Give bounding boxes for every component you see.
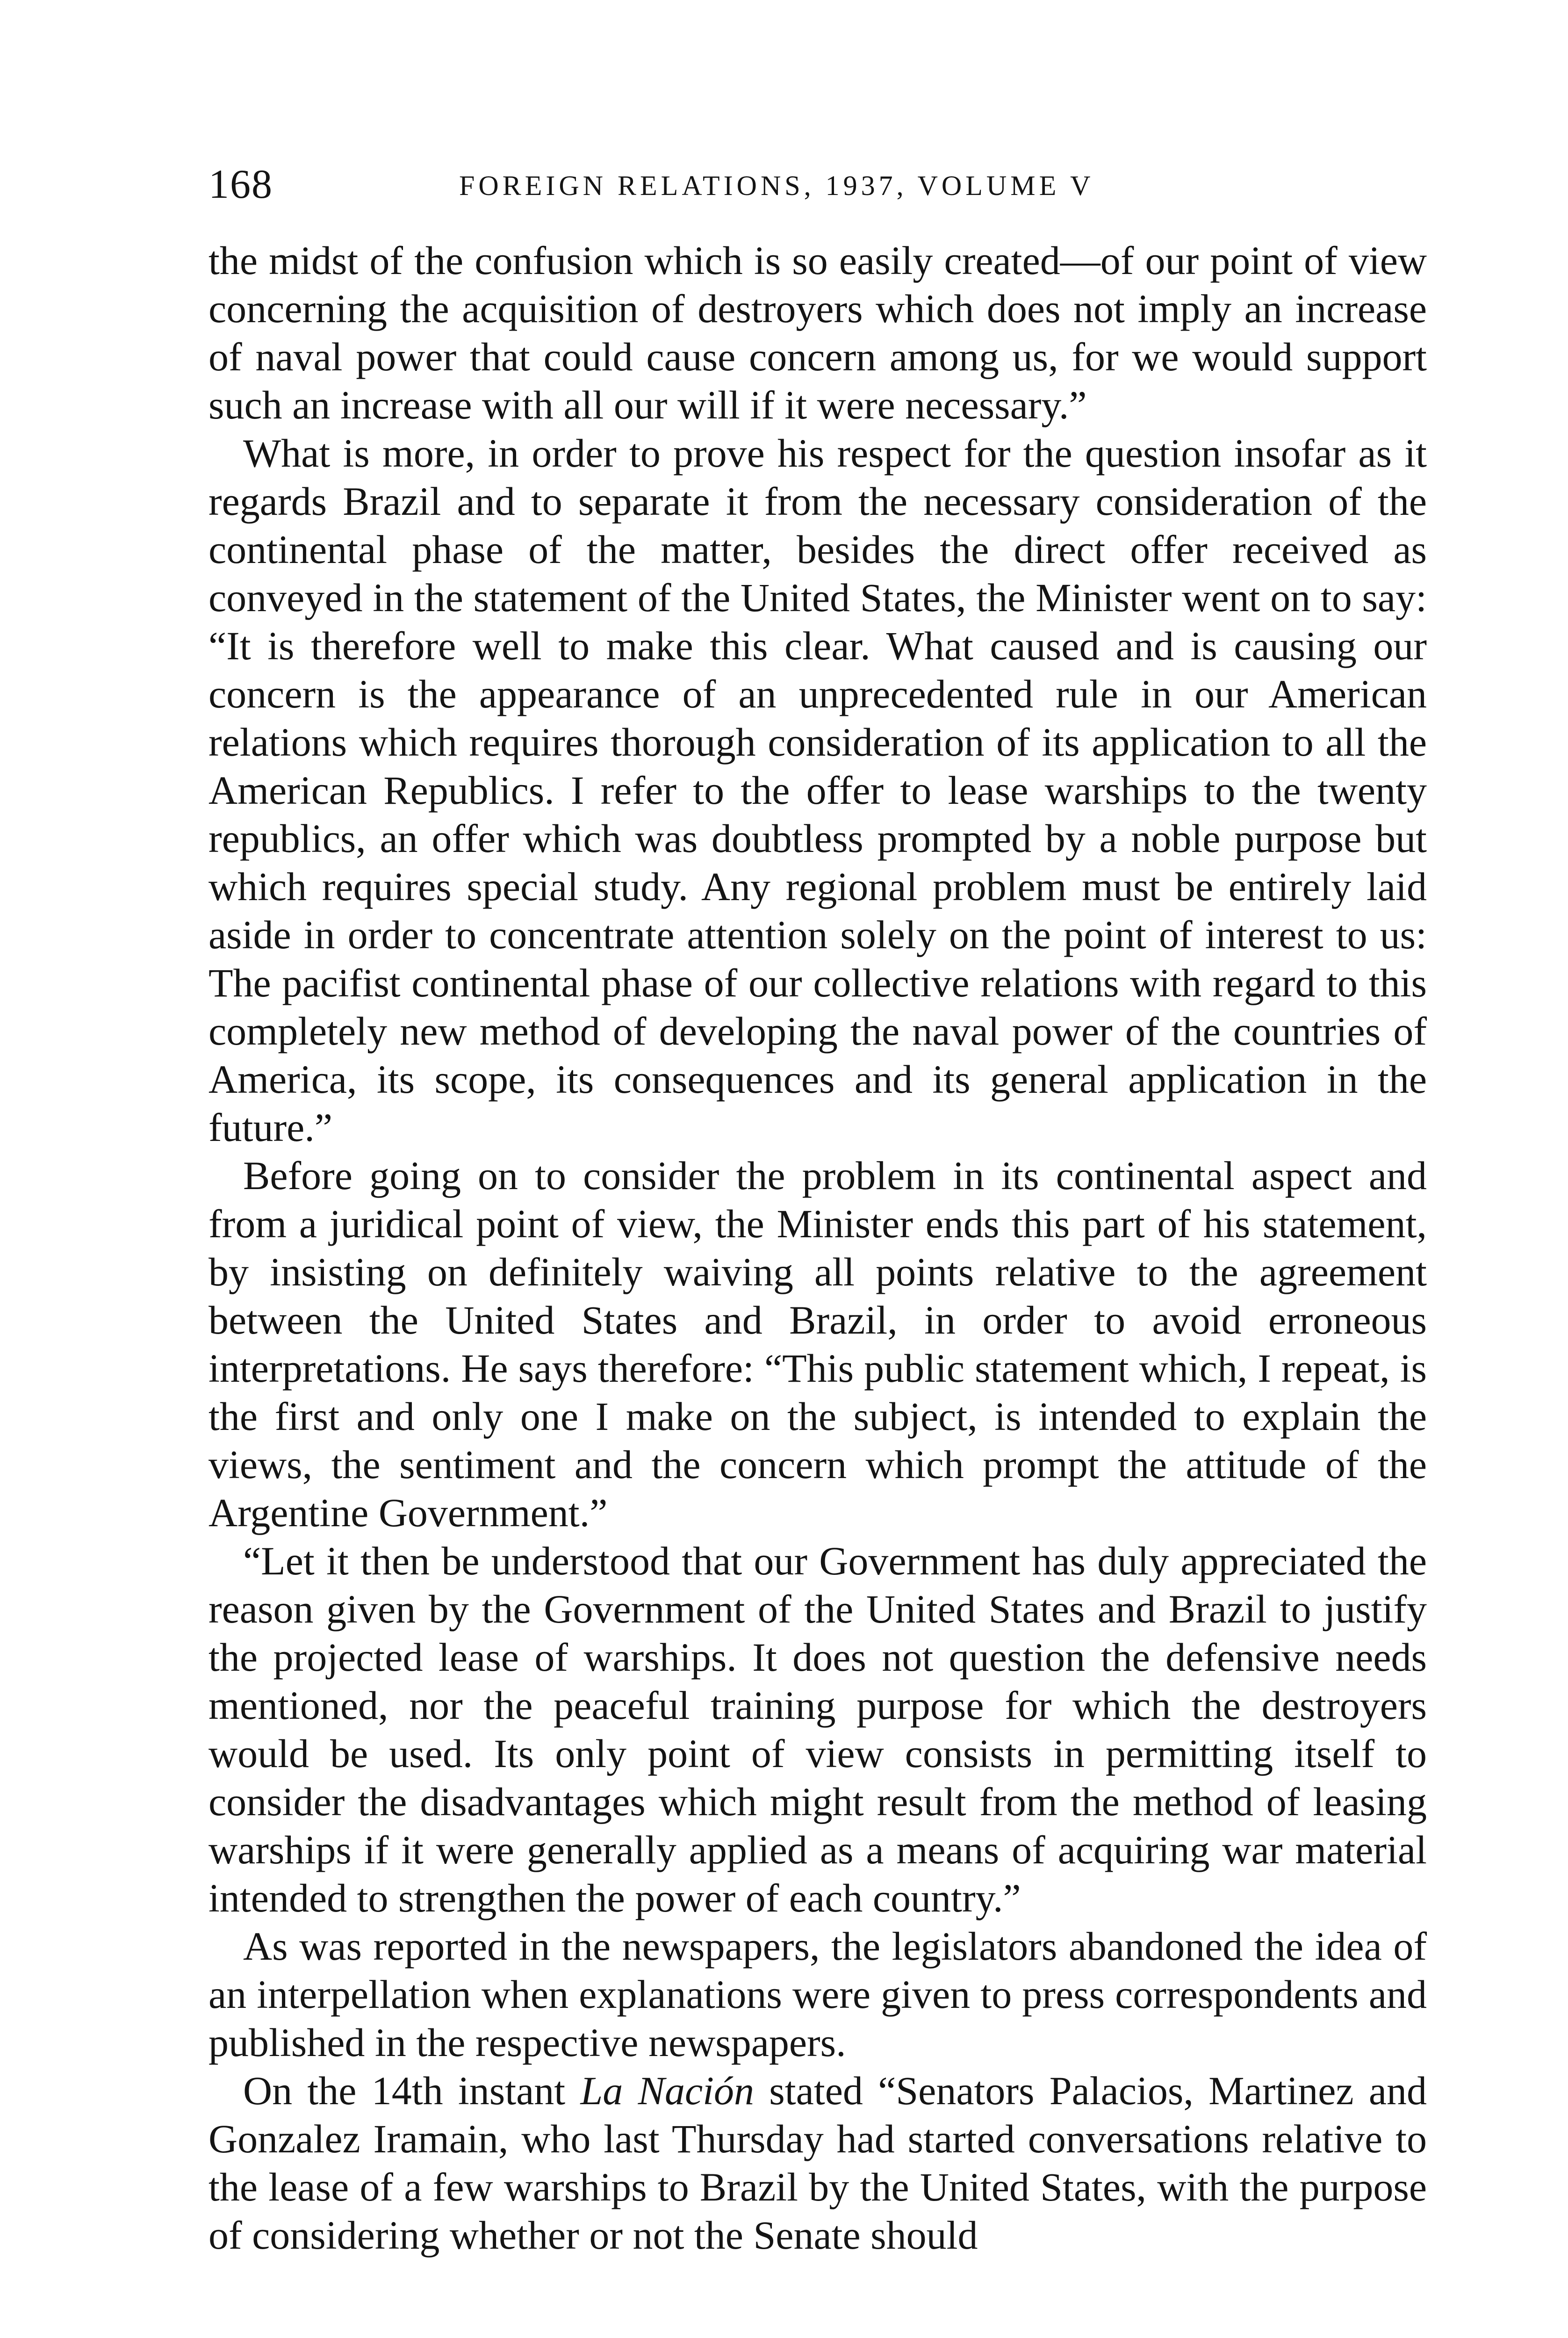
paragraph-5: As was reported in the newspapers, the legislators abandoned the idea of an interpellation when explanations were given to press correspondents and published in the respective newspapers.	[209, 1924, 1427, 2065]
paragraph-6	[209, 2067, 1427, 2259]
paragraph-4: “Let it then be understood that our Government has duly appreciated the reason given by the Government of the United States and Brazil to justify the projected lease of warships. It does not question the defensive needs mentioned, nor the peaceful training purpose for which the destroyers would be used. Its only point of view consists in permitting itself to consider the disadvantages which might result from the method of leasing warships if it were generally applied as a means of acquiring war material intended to strengthen the power of each country.”	[209, 1538, 1427, 1920]
page-number: 168	[209, 162, 273, 207]
paragraph-2: What is more, in order to prove his respect for the question insofar as it regards Brazil and to separate it from the necessary consideration of the continental phase of the matter, besides the direct offer received as conveyed in the statement of the United States, the Minister went on to say: “It is therefore well to make this clear. What caused and is causing our concern is the appearance of an unprecedented rule in our American relations which requires thorough consideration of its application to all the American Republics. I refer to the offer to lease warships to the twenty republics, an offer which was doubtless prompted by a noble purpose but which requires special study. Any regional problem must be entirely laid aside in order to concentrate attention solely on the point of interest to us: The pacifist continental phase of our collective relations with regard to this completely new method of developing the naval power of the countries of America, its scope, its consequences and its general application in the future.”	[209, 431, 1427, 1150]
page-header	[209, 159, 1427, 210]
body-text	[209, 237, 1427, 2259]
paragraph-3: Before going on to consider the problem in its continental aspect and from a juridical point of view, the Minister ends this part of his statement, by insisting on definitely waiving all points relative to the agreement between the United States and Brazil, in order to avoid erroneous interpretations. He says therefore: “This public statement which, I repeat, is the first and only one I make on the subject, is intended to explain the views, the sentiment and the concern which prompt the attitude of the Argentine Government.”	[209, 1153, 1427, 1535]
running-title: FOREIGN RELATIONS, 1937, VOLUME V	[459, 170, 1094, 201]
paragraph-1: the midst of the confusion which is so easily created—of our point of view concerning the acquisition of destroyers which does not imply an increase of naval power that could cause concern among us, for we would support such an increase with all our will if it were necessary.”	[209, 238, 1427, 427]
newspaper-title: La Nación	[580, 2068, 755, 2113]
paragraph-6-text-start: On the 14th instant	[243, 2068, 581, 2113]
paragraph-6-text-end: stated “Senators Palacios, Martinez and Gonzalez Iramain, who last Thursday had started conversations relative to the lease of a few warships to Brazil by the United States, with the purpose of considering whether or not the Senate should	[209, 2068, 1427, 2258]
